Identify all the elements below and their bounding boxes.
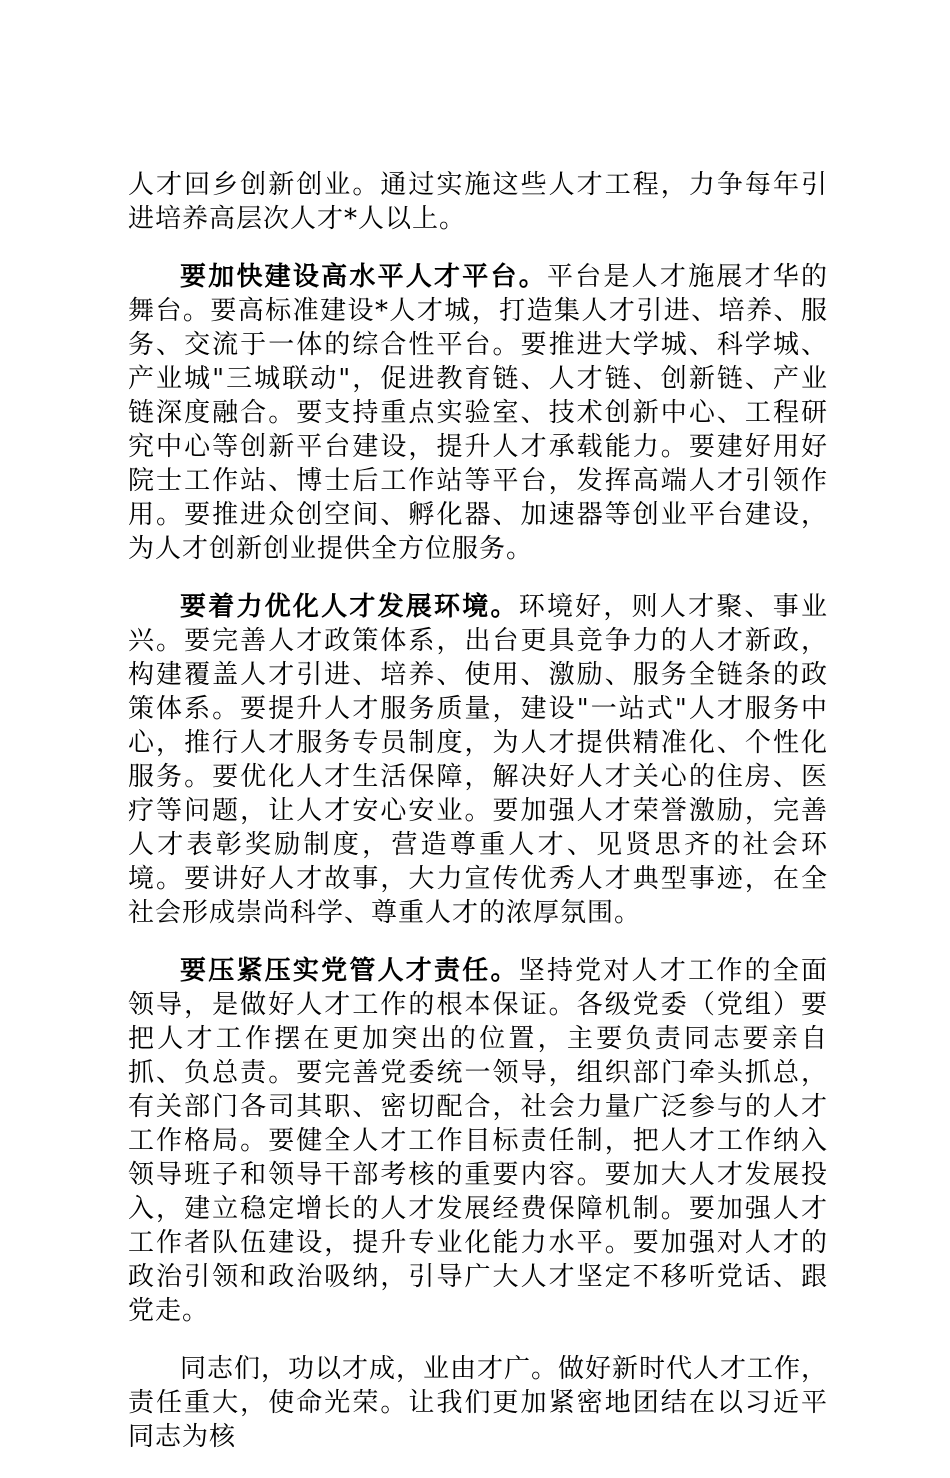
paragraph-lead: 要着力优化人才发展环境。 <box>180 592 519 622</box>
paragraph-talent-environment <box>128 590 828 930</box>
paragraph-text: 坚持党对人才工作的全面领导，是做好人才工作的根本保证。各级党委（党组）要把人才工作摆在更加突出的位置，主要负责同志要亲自抓、负总责。要完善党委统一领导，组织部门牵头抓总，有关部门各司其职、密切配合，社会力量广泛参与的人才工作格局。要健全人才工作目标责任制，把人才工作纳入领导班子和领导干部考核的重要内容。要加大人才发展投入，建立稳定增长的人才发展经费保障机制。要加强人才工作者队伍建设，提升专业化能力水平。要加强对人才的政治引领和政治吸纳，引导广大人才坚定不移听党话、跟党走。 <box>128 956 828 1326</box>
paragraph-text: 同志们，功以才成，业由才广。做好新时代人才工作，责任重大，使命光荣。让我们更加紧密地团结在以习近平同志为核 <box>128 1354 829 1452</box>
paragraph-talent-platform <box>128 260 828 566</box>
paragraph-party-responsibility <box>128 954 828 1328</box>
paragraph-talent-return <box>128 168 828 236</box>
paragraph-lead: 要加快建设高水平人才平台。 <box>180 262 547 292</box>
paragraph-text: 人才回乡创新创业。通过实施这些人才工程，力争每年引进培养高层次人才*人以上。 <box>128 170 828 234</box>
document-body <box>128 168 828 1478</box>
paragraph-text: 环境好，则人才聚、事业兴。要完善人才政策体系，出台更具竞争力的人才新政，构建覆盖人才引进、培养、使用、激励、服务全链条的政策体系。要提升人才服务质量，建设"一站式"人才服务中心，推行人才服务专员制度，为人才提供精准化、个性化服务。要优化人才生活保障，解决好人才关心的住房、医疗等问题，让人才安心安业。要加强人才荣誉激励，完善人才表彰奖励制度，营造尊重人才、见贤思齐的社会环境。要讲好人才故事，大力宣传优秀人才典型事迹，在全社会形成崇尚科学、尊重人才的浓厚氛围。 <box>128 592 828 928</box>
paragraph-text: 平台是人才施展才华的舞台。要高标准建设*人才城，打造集人才引进、培养、服务、交流于一体的综合性平台。要推进大学城、科学城、产业城"三城联动"，促进教育链、人才链、创新链、产业链深度融合。要支持重点实验室、技术创新中心、工程研究中心等创新平台建设，提升人才承载能力。要建好用好院士工作站、博士后工作站等平台，发挥高端人才引领作用。要推进众创空间、孵化器、加速器等创业平台建设，为人才创新创业提供全方位服务。 <box>128 262 828 564</box>
paragraph-lead: 要压紧压实党管人才责任。 <box>180 956 519 986</box>
paragraph-closing <box>128 1352 828 1454</box>
